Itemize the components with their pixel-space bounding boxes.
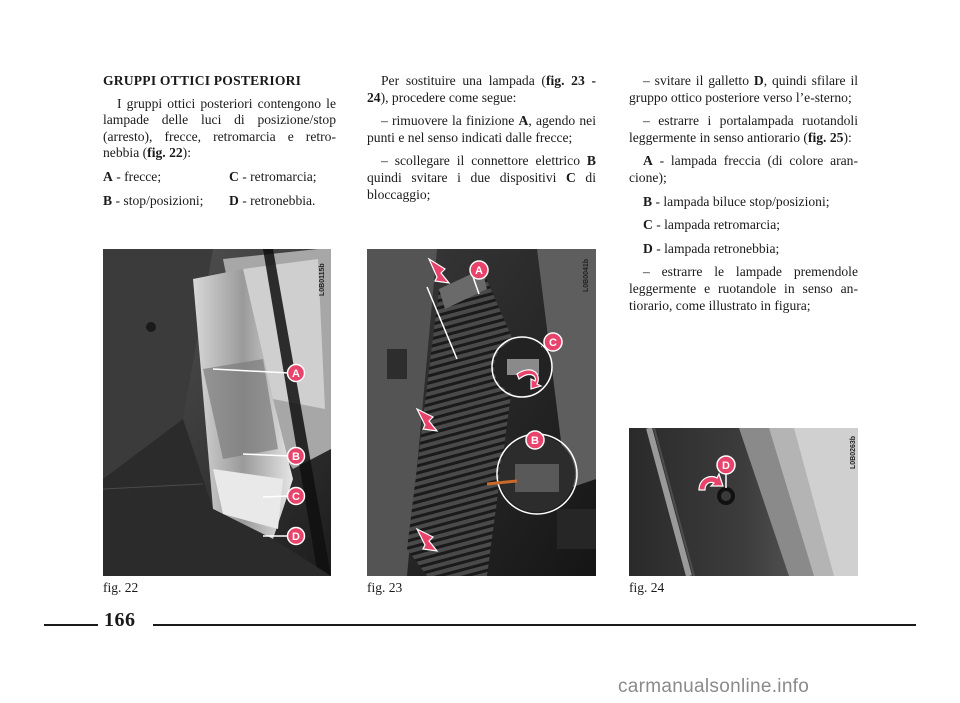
text: Per sostituire una lampada (: [381, 73, 546, 88]
legend-key: D: [229, 192, 239, 208]
text: - lampada retronebbia;: [652, 240, 780, 256]
text: , agendo nei punti e nel senso indicati dalle frecce;: [367, 113, 596, 145]
text: di bloccaggio;: [367, 169, 596, 202]
key: D: [753, 73, 764, 88]
text: – svitare il galletto: [643, 73, 754, 88]
text: – scollegare il connettore elettrico: [381, 153, 587, 169]
key: C: [643, 217, 653, 233]
legend-item: [103, 169, 229, 186]
paragraph: [629, 73, 858, 106]
text: – rimuovere la finizione: [381, 113, 519, 129]
key: A: [518, 113, 529, 129]
legend-row-2: [103, 193, 336, 210]
legend-text: - retronebbia.: [238, 192, 316, 208]
legend-key: B: [103, 192, 113, 208]
trim-panel-illustration: [367, 249, 596, 576]
key: A: [643, 153, 653, 169]
figure-22-code: L0B0115b: [319, 263, 326, 296]
section-heading: GRUPPI OTTICI POSTERIORI: [103, 73, 302, 88]
lamp-item: [629, 153, 858, 186]
text: quindi svitare i due dispositivi: [367, 169, 566, 185]
figure-23-photo: [367, 249, 596, 576]
paragraph: [367, 153, 596, 203]
figure-24-photo: [629, 428, 858, 576]
callout-d: D: [722, 460, 730, 472]
page-number: 166: [104, 609, 136, 631]
wing-nut-illustration: [629, 428, 858, 576]
key: D: [643, 240, 653, 256]
intro-end: ):: [182, 145, 191, 161]
text: ):: [843, 129, 852, 145]
figure-22-photo: [103, 249, 331, 576]
fig-ref: fig. 23 - 24: [367, 73, 596, 105]
watermark: carmanualsonline.info: [618, 676, 810, 697]
intro-paragraph: [103, 96, 336, 162]
text: , quindi sfilare il gruppo ottico posteriore verso l’e-sterno;: [629, 73, 858, 105]
legend-key: C: [229, 168, 239, 184]
text: – estrarre i portalampada ruotandoli leggermente in senso antiorario (: [629, 113, 858, 145]
paragraph: [367, 73, 596, 106]
callout-b: B: [531, 435, 539, 447]
fig-ref: fig. 25: [807, 129, 844, 145]
key: C: [566, 169, 576, 185]
fig-ref: fig. 22: [147, 145, 183, 161]
paragraph: – estrarre le lampade premendole leggermente e ruotandole in senso an-tiorario, come illustrato in figura;: [629, 264, 858, 313]
key: B: [643, 193, 653, 209]
caption-fig-24: fig. 24: [629, 580, 665, 595]
intro-text: I gruppi ottici posteriori contengono le lampade delle luci di posizione/stop (arresto), frecce, retromarcia e retro-nebbia (: [103, 95, 336, 161]
figure-24-code: L0B0263b: [850, 435, 857, 469]
legend-text: - retromarcia;: [238, 168, 317, 184]
legend-item: [103, 193, 229, 210]
legend-text: - stop/posizioni;: [112, 192, 204, 208]
column-2: [367, 73, 596, 210]
legend-text: - frecce;: [112, 168, 162, 184]
legend-key: A: [103, 168, 113, 184]
footer-rule-left: [44, 624, 98, 626]
callout-a: A: [292, 368, 300, 380]
legend-item: [229, 169, 317, 186]
callout-d: D: [292, 531, 300, 543]
caption-fig-22: fig. 22: [103, 580, 139, 595]
column-1: [103, 73, 336, 216]
lamp-item: [629, 217, 858, 234]
lamp-item: [629, 241, 858, 258]
paragraph: [367, 113, 596, 146]
callout-c: C: [292, 491, 300, 503]
callout-b: B: [292, 451, 300, 463]
legend-row-1: [103, 169, 336, 186]
caption-fig-23: fig. 23: [367, 580, 403, 595]
paragraph: [629, 113, 858, 146]
callout-c: C: [549, 337, 557, 349]
text: - lampada biluce stop/posizioni;: [652, 193, 830, 209]
tail-light-illustration: [103, 249, 331, 576]
legend-item: [229, 193, 315, 210]
figure-23-code: L0B0041b: [583, 258, 590, 292]
text: - lampada retromarcia;: [652, 217, 781, 233]
lamp-item: [629, 194, 858, 211]
column-3: [629, 73, 858, 321]
key: B: [586, 153, 596, 169]
footer-rule-right: [153, 624, 916, 626]
text: - lampada freccia (di colore aran-cione);: [629, 153, 858, 185]
callout-a: A: [475, 265, 483, 277]
text: ), procedere come segue:: [380, 89, 517, 105]
